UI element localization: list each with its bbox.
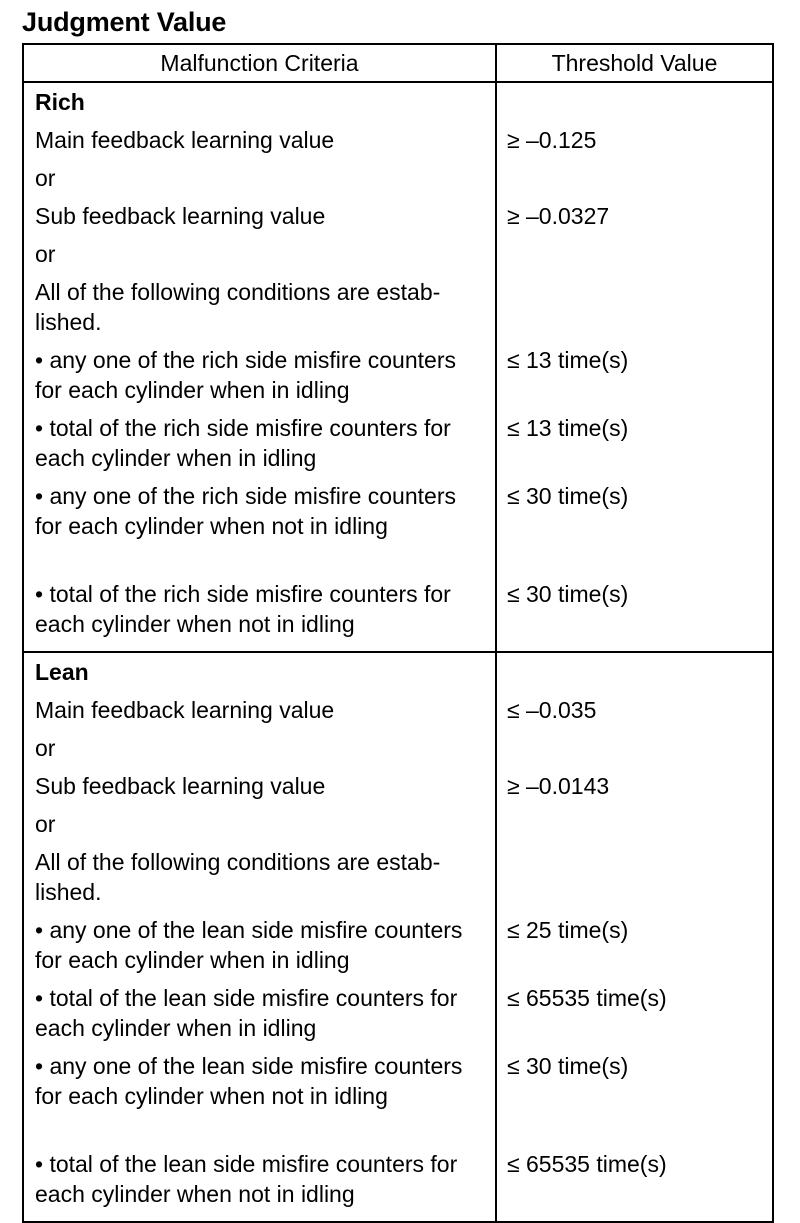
criteria-cell: Sub feedback learning value [23,771,496,809]
criteria-cell: or [23,809,496,847]
criteria-cell: • any one of the rich side misfire counters for each cylinder when not in idling [23,481,496,579]
threshold-cell: ≤ 30 time(s) [496,1051,773,1149]
criteria-cell: • any one of the lean side misfire counters for each cylinder when not in idling [23,1051,496,1149]
criteria-cell: • any one of the lean side misfire counters for each cylinder when in idling [23,915,496,983]
table-row [23,239,773,277]
page-title: Judgment Value [22,7,227,37]
header-malfunction-criteria: Malfunction Criteria [23,44,496,82]
threshold-cell: ≤ 30 time(s) [496,481,773,579]
criteria-cell: Main feedback learning value [23,125,496,163]
criteria-cell: Sub feedback learning value [23,201,496,239]
threshold-cell: ≥ –0.0327 [496,201,773,239]
criteria-cell: Main feedback learning value [23,695,496,733]
threshold-cell [496,847,773,915]
threshold-cell [496,277,773,345]
table-row [23,695,773,733]
table-row [23,277,773,345]
section-heading-lean: Lean [23,652,496,695]
rich-section [23,82,773,652]
criteria-cell: • any one of the rich side misfire counters for each cylinder when in idling [23,345,496,413]
lean-section [23,652,773,1222]
criteria-cell: or [23,733,496,771]
threshold-cell: ≤ –0.035 [496,695,773,733]
threshold-cell [496,809,773,847]
header-threshold-value: Threshold Value [496,44,773,82]
table-row [23,125,773,163]
criteria-cell: or [23,163,496,201]
table-row [23,481,773,579]
table-row [23,915,773,983]
table-row [23,1051,773,1149]
table-row [23,847,773,915]
threshold-cell [496,163,773,201]
threshold-cell [496,733,773,771]
criteria-cell: • total of the rich side misfire counters for each cylinder when not in idling [23,579,496,652]
table-row [23,983,773,1051]
criteria-cell: All of the following conditions are estab-lished. [23,277,496,345]
threshold-cell: ≤ 30 time(s) [496,579,773,652]
table-row [23,163,773,201]
threshold-cell: ≤ 65535 time(s) [496,983,773,1051]
threshold-cell: ≤ 13 time(s) [496,345,773,413]
table-row [23,413,773,481]
table-header-row [23,44,773,82]
criteria-cell: or [23,239,496,277]
threshold-cell: ≤ 13 time(s) [496,413,773,481]
table-row [23,771,773,809]
table-row [23,579,773,652]
threshold-cell: ≤ 25 time(s) [496,915,773,983]
judgment-value-table [22,43,774,1223]
table-row [23,733,773,771]
table-row [23,809,773,847]
criteria-cell: • total of the lean side misfire counters for each cylinder when not in idling [23,1149,496,1222]
table-row [23,201,773,239]
threshold-cell: ≥ –0.125 [496,125,773,163]
threshold-cell [496,239,773,277]
criteria-cell: • total of the lean side misfire counters for each cylinder when in idling [23,983,496,1051]
criteria-cell: All of the following conditions are estab-lished. [23,847,496,915]
threshold-cell: ≥ –0.0143 [496,771,773,809]
table-row [23,1149,773,1222]
table-row [23,345,773,413]
section-heading-rich: Rich [23,82,496,125]
threshold-cell: ≤ 65535 time(s) [496,1149,773,1222]
criteria-cell: • total of the rich side misfire counters for each cylinder when in idling [23,413,496,481]
